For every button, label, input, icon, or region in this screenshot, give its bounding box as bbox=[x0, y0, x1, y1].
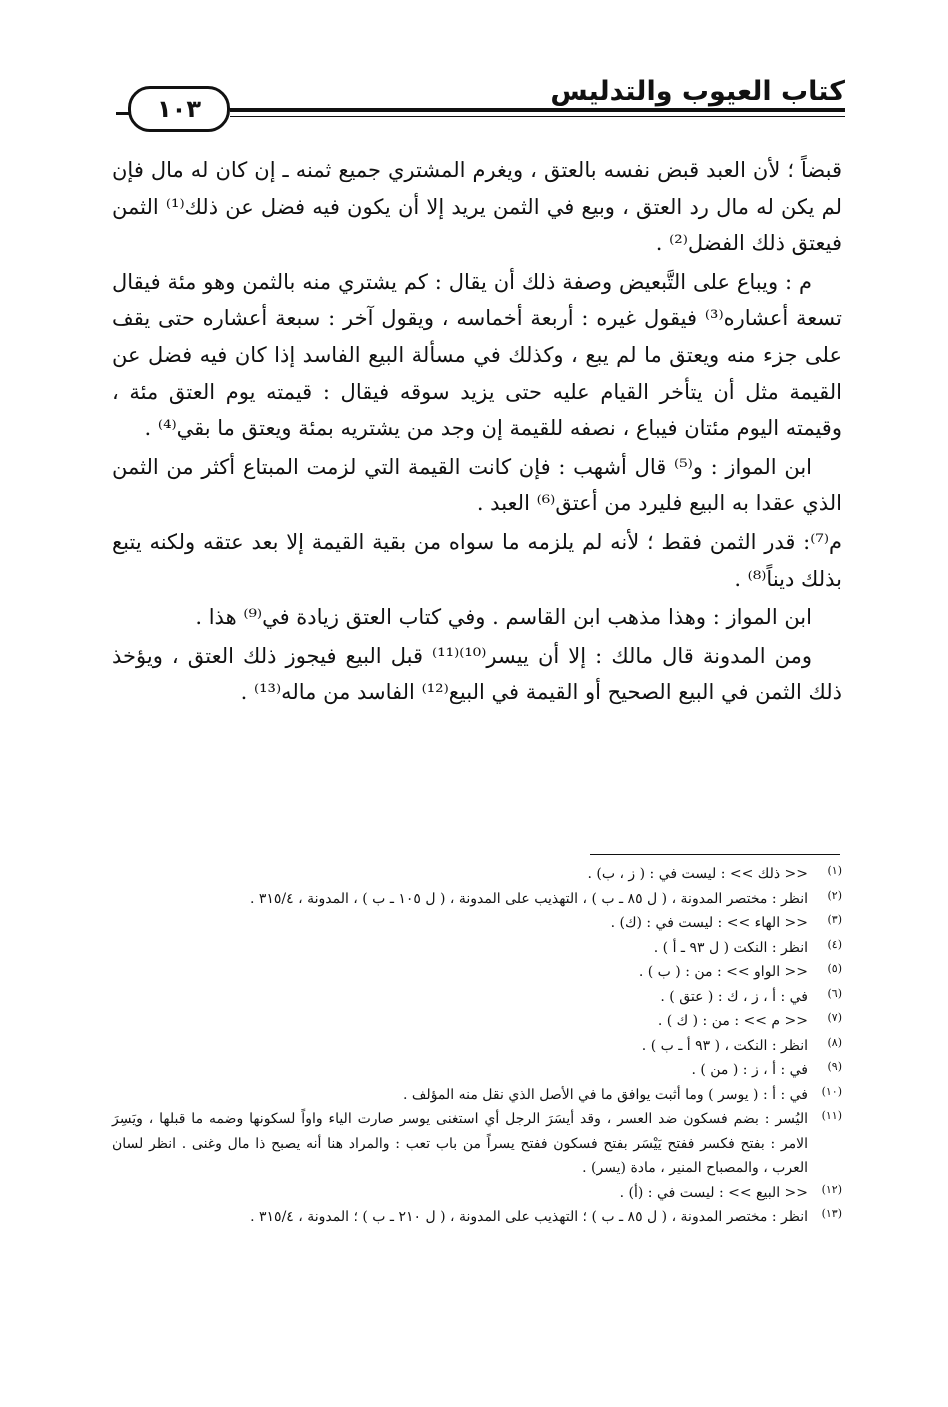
footnote-text: << الواو >> : من : ( ب ) . bbox=[638, 964, 808, 980]
footnote bbox=[112, 1034, 842, 1059]
footnote bbox=[112, 1205, 842, 1230]
footnote-text: اليُسر : بضم فسكون ضد العسر ، وقد أيسَرَ الرجل أي استغنى يوسر صارت الياء واواً لسكونها وضمه ما قبلها ، ويَسِرَ الامر : بفتح فكسر ففتح يَيْسَر بفتح فسكون ففتح يسراً من باب تعب : والمراد هنا أنه يصبح ذا مال وغنى . انظر لسان العرب ، والمصباح المنير ، مادة (يسر) . bbox=[112, 1111, 808, 1176]
footnote-number: (٢) bbox=[827, 888, 842, 902]
footnote-text: في : أ : ( يوسر ) وما أثبت يوافق ما في الأصل الذي نقل منه المؤلف . bbox=[403, 1086, 808, 1103]
footnote-number: (٥) bbox=[827, 962, 842, 975]
footnote-text: << ذلك >> : ليست في : ( ز ، ب) . bbox=[587, 866, 808, 882]
footnote bbox=[112, 1181, 842, 1206]
header-rule-thick bbox=[230, 108, 845, 112]
footnote-number: (٨) bbox=[827, 1035, 842, 1049]
footnote-text: << م >> : من : ( ك ) . bbox=[657, 1013, 808, 1029]
footnote bbox=[112, 936, 842, 961]
footnote-text: انظر : النكت ، ( ٩٣ أ ـ ب ) . bbox=[641, 1037, 808, 1054]
footnote-separator bbox=[590, 854, 840, 855]
footnote bbox=[112, 1058, 842, 1083]
paragraph: ابن المواز : وهذا مذهب ابن القاسم . وفي كتاب العتق زيادة في⁽⁹⁾ هذا . bbox=[195, 605, 812, 630]
footnote-text: انظر : مختصر المدونة ، ( ل ٨٥ ـ ب ) ؛ التهذيب على المدونة ، ( ل ٢١٠ ـ ب ) ؛ المدونة ، ٣١٥/٤ . bbox=[250, 1209, 808, 1225]
paragraph: م⁽⁷⁾: قدر الثمن فقط ؛ لأنه لم يلزمه ما سواه من بقية القيمة إلا بعد عتقه ولكنه يتبع بذلك ديناً⁽⁸⁾ . bbox=[112, 529, 842, 591]
paragraph: قبضاً ؛ لأن العبد قبض نفسه بالعتق ، ويغرم المشتري جميع ثمنه ـ إن كان له مال فإن لم يكن له مال رد العتق ، وبيع في الثمن يريد إلا أن يكون فيه فضل عن ذلك⁽¹⁾ الثمن فيعتق ذلك الفضل⁽²⁾ . bbox=[112, 158, 842, 256]
footnote bbox=[112, 911, 842, 936]
footnote bbox=[112, 887, 842, 912]
book-title: كتاب العيوب والتدليس bbox=[550, 76, 845, 107]
main-text bbox=[112, 152, 842, 713]
footnote-text: << البيع >> : ليست في : (أ) . bbox=[619, 1184, 808, 1201]
footnote-number: (٤) bbox=[827, 937, 842, 951]
footnote bbox=[112, 1107, 842, 1181]
footnote-number: (٧) bbox=[827, 1011, 842, 1024]
footnote-text: في : أ ، ز : ( من ) . bbox=[691, 1062, 808, 1078]
page-number: ١٠٣ bbox=[157, 95, 201, 123]
footnote bbox=[112, 960, 842, 985]
footnote-number: (١١) bbox=[821, 1109, 842, 1122]
paragraph: م : ويباع على التَّبعيض وصفة ذلك أن يقال : كم يشتري منه بالثمن وهو مئة فيقال تسعة أعشاره⁽³⁾ فيقول غيره : أربعة أخماسه ، ويقول آخر : سبعة أعشاره حتى يقف على جزء منه ويعتق ما لم يبع ، وكذلك في مسألة البيع الفاسد إذا كان فيه فضل عن القيمة مثل أن يتأخر القيام عليه حتى يزيد سوقه فيقال : قيمته يوم العتق مئة ، وقيمته اليوم مئتان فيباع ، نصفه للقيمة إن وجد من يشتريه بمئة ويعتق ما بقي⁽⁴⁾ . bbox=[112, 269, 843, 441]
footnote bbox=[112, 1083, 842, 1108]
header-rule-thin bbox=[230, 116, 845, 117]
footnotes bbox=[112, 862, 842, 1230]
footnote-number: (١) bbox=[827, 864, 842, 877]
footnote-number: (١٢) bbox=[821, 1182, 842, 1196]
footnote-number: (٩) bbox=[827, 1060, 842, 1073]
paragraph: ومن المدونة قال مالك : إلا أن ييسر⁽¹⁰⁾⁽¹¹⁾ قبل البيع فيجوز ذلك العتق ، ويؤخذ ذلك الثمن في البيع الصحيح أو القيمة في البيع⁽¹²⁾ الفاسد من ماله⁽¹³⁾ . bbox=[112, 643, 842, 705]
footnote-number: (١٣) bbox=[821, 1207, 842, 1220]
footnote-text: << الهاء >> : ليست في : (ك) . bbox=[610, 915, 808, 931]
footnote-text: انظر : مختصر المدونة ، ( ل ٨٥ ـ ب ) ، التهذيب على المدونة ، ( ل ١٠٥ ـ ب ) ، المدونة ، ٣١٥/٤ . bbox=[249, 890, 808, 907]
page-header bbox=[110, 72, 845, 132]
footnote-number: (٣) bbox=[827, 913, 842, 926]
footnote-number: (٦) bbox=[827, 986, 842, 1000]
footnote-number: (١٠) bbox=[821, 1084, 842, 1098]
footnote-text: انظر : النكت ( ل ٩٣ ـ أ ) . bbox=[653, 939, 808, 956]
footnote bbox=[112, 985, 842, 1010]
footnote-text: في : أ ، ز ، ك : ( عتق ) . bbox=[660, 988, 808, 1005]
footnote bbox=[112, 862, 842, 887]
paragraph: ابن المواز : و⁽⁵⁾ قال أشهب : فإن كانت القيمة التي لزمت المبتاع أكثر من الثمن الذي عقدا به البيع فليرد من أعتق⁽⁶⁾ العبد . bbox=[112, 454, 842, 516]
page-number-badge bbox=[128, 86, 230, 132]
footnote bbox=[112, 1009, 842, 1034]
